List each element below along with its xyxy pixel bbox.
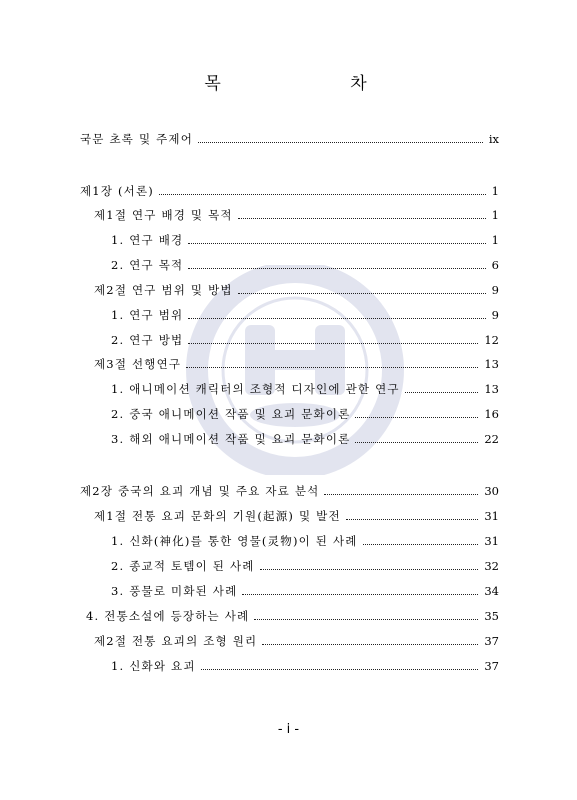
toc-entry[interactable] <box>86 608 499 624</box>
toc-entry-page: 32 <box>484 559 499 573</box>
dot-leader <box>260 569 479 570</box>
dot-leader <box>201 669 479 670</box>
toc-entry-label: 2. 연구 방법 <box>111 333 184 347</box>
toc-entry-page: 13 <box>484 357 499 371</box>
page-number-footer: - i - <box>277 722 300 737</box>
toc-entry[interactable] <box>94 207 499 223</box>
toc-entry-label: 제2절 연구 범위 및 방법 <box>94 283 233 297</box>
toc-entry[interactable] <box>111 257 499 273</box>
dot-leader <box>346 519 479 520</box>
toc-entry[interactable] <box>80 183 499 199</box>
toc-entry-label: 3. 풍물로 미화된 사례 <box>111 584 238 598</box>
toc-entry-page: 31 <box>484 509 499 523</box>
toc-entry[interactable] <box>94 508 499 524</box>
dot-leader <box>186 367 478 368</box>
dot-leader <box>188 243 485 244</box>
toc-entry-page: 34 <box>484 584 499 598</box>
toc-entry-page: 9 <box>491 283 499 297</box>
page-title: 목 차 <box>204 74 429 94</box>
dot-leader <box>238 218 486 219</box>
toc-entry-label: 제1절 전통 요괴 문화의 기원(起源) 및 발전 <box>94 509 341 523</box>
toc-entry-label: 1. 애니메이션 캐릭터의 조형적 디자인에 관한 연구 <box>111 382 400 396</box>
dot-leader <box>238 293 486 294</box>
dot-leader <box>188 268 485 269</box>
toc-entry-page: 37 <box>484 659 499 673</box>
toc-entry-page: 37 <box>484 634 499 648</box>
toc-entry[interactable] <box>111 381 499 397</box>
toc-entry-label: 1. 신화(神化)를 통한 영물(灵物)이 된 사례 <box>111 534 358 548</box>
toc-entry[interactable] <box>111 332 499 348</box>
dot-leader <box>262 644 478 645</box>
toc-entry-label: 2. 중국 애니메이션 작품 및 요괴 문화이론 <box>111 407 351 421</box>
dot-leader <box>405 392 479 393</box>
dot-leader <box>254 619 478 620</box>
toc-entry-label: 제3절 선행연구 <box>94 357 182 371</box>
dot-leader <box>188 318 485 319</box>
toc-entry-label: 4. 전통소설에 등장하는 사례 <box>86 609 250 623</box>
toc-entry-label: 국문 초록 및 주제어 <box>80 132 194 146</box>
toc-entry-label: 3. 해외 애니메이션 작품 및 요괴 문화이론 <box>111 432 351 446</box>
toc-entry[interactable] <box>111 431 499 447</box>
toc-entry[interactable] <box>111 558 499 574</box>
toc-entry-page: 13 <box>484 382 499 396</box>
toc-entry-label: 제2장 중국의 요괴 개념 및 주요 자료 분석 <box>80 484 320 498</box>
toc-entry-label: 제1장 (서론) <box>80 184 154 198</box>
dot-leader <box>363 544 479 545</box>
toc-entry-page: 30 <box>484 484 499 498</box>
toc-entry[interactable] <box>111 307 499 323</box>
dot-leader <box>324 494 478 495</box>
toc-entry-page: 16 <box>484 407 499 421</box>
toc-entry-label: 제2절 전통 요괴의 조형 원리 <box>94 634 258 648</box>
toc-entry-label: 제1절 연구 배경 및 목적 <box>94 208 233 222</box>
toc-entry-label: 1. 연구 배경 <box>111 233 184 247</box>
toc-entry-page: 35 <box>484 609 499 623</box>
dot-leader <box>188 343 478 344</box>
toc-entry-page: 1 <box>491 184 499 198</box>
toc-entry-page: 9 <box>491 308 499 322</box>
toc-entry[interactable] <box>94 282 499 298</box>
toc-entry[interactable] <box>111 533 499 549</box>
toc-entry-page: 31 <box>484 534 499 548</box>
toc-entry[interactable] <box>94 356 499 372</box>
toc-entry-page: 22 <box>484 432 499 446</box>
toc-entry[interactable] <box>111 406 499 422</box>
dot-leader <box>198 142 483 143</box>
toc-entry[interactable] <box>111 658 499 674</box>
toc-entry[interactable] <box>111 583 499 599</box>
toc-entry-label: 1. 신화와 요괴 <box>111 659 196 673</box>
toc-entry[interactable] <box>111 232 499 248</box>
toc-entry-page: ix <box>488 132 499 146</box>
toc-entry-label: 2. 연구 목적 <box>111 258 184 272</box>
dot-leader <box>355 442 478 443</box>
dot-leader <box>242 594 478 595</box>
toc-entry-label: 2. 종교적 토템이 된 사례 <box>111 559 255 573</box>
toc-entry[interactable] <box>80 483 499 499</box>
toc-entry-page: 1 <box>491 233 499 247</box>
toc-entry[interactable] <box>80 131 499 147</box>
toc-entry[interactable] <box>94 633 499 649</box>
toc-entry-page: 12 <box>484 333 499 347</box>
toc-entry-label: 1. 연구 범위 <box>111 308 184 322</box>
dot-leader <box>355 417 478 418</box>
toc-entry-page: 1 <box>491 208 499 222</box>
toc-entry-page: 6 <box>491 258 499 272</box>
dot-leader <box>159 194 486 195</box>
